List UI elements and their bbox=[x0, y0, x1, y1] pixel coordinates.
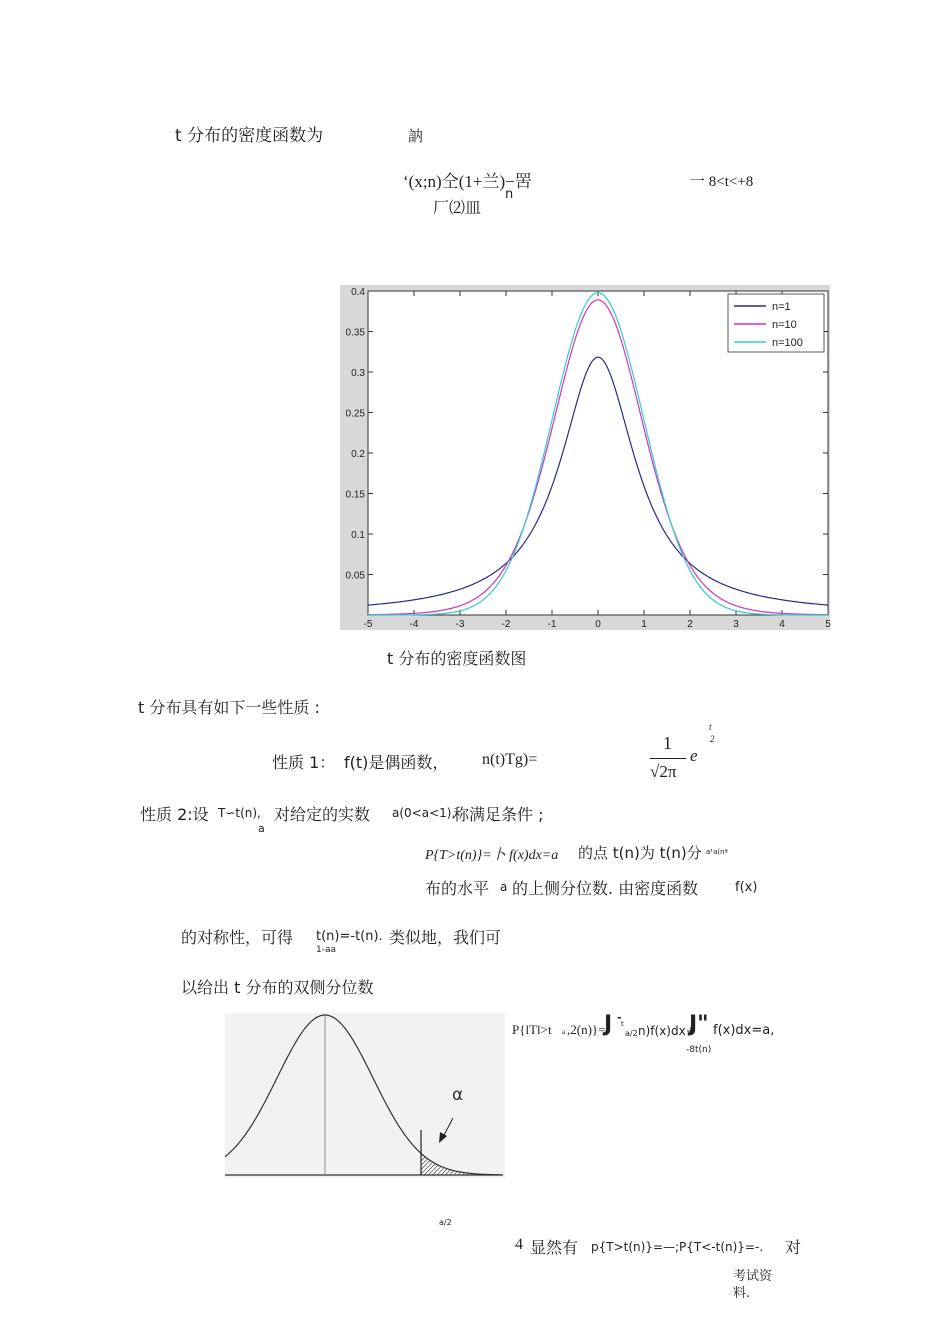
upper-quantile-line3-d: f(x) bbox=[735, 880, 758, 895]
legend-label: n=1 bbox=[772, 301, 791, 313]
density-formula-line1: ‘(x;n)仝(1+兰)−罟 bbox=[403, 172, 532, 191]
property1-exp-den: 2 bbox=[710, 734, 715, 744]
y-tick-label: 0.2 bbox=[351, 449, 365, 460]
legend-label: n=10 bbox=[772, 319, 797, 331]
y-tick-label: 0.3 bbox=[351, 368, 365, 379]
y-tick-label: 0.15 bbox=[345, 489, 365, 501]
property1-formula: n(t)Tg)= bbox=[482, 751, 538, 768]
y-tick-label: 0.1 bbox=[351, 530, 365, 541]
footer-line2: 料. bbox=[733, 1286, 751, 1301]
density-formula-range: 一 8<t<+8 bbox=[690, 174, 754, 190]
integral-sign-1-mark: - bbox=[617, 1011, 622, 1024]
property2-symbol: T∽t(n), bbox=[218, 806, 261, 820]
integral-sign-2: J" bbox=[689, 1012, 709, 1037]
x-tick-label: 5 bbox=[825, 619, 831, 630]
two-sided-formula-b: ,2(n)}= bbox=[567, 1022, 606, 1037]
integral-sign-1: J bbox=[604, 1012, 613, 1037]
two-sided-formula-d: n)f(x)dx+ bbox=[638, 1024, 696, 1038]
property2-sub: a bbox=[258, 822, 265, 835]
obvious-text: 显然有 bbox=[530, 1238, 579, 1257]
x-tick-label: -2 bbox=[501, 619, 511, 630]
two-sided-formula-e: f(x)dx=a, bbox=[713, 1023, 775, 1038]
garbled-glyph: 訥 bbox=[408, 129, 424, 145]
obvious-formula: p{T>t(n)}=—;P{T<-t(n)}=-. bbox=[591, 1240, 764, 1254]
section-heading: t 分布的密度函数为 bbox=[175, 126, 324, 146]
legend-label: n=100 bbox=[772, 337, 803, 349]
symmetry-sub: 1-aa bbox=[316, 945, 337, 955]
upper-quantile-formula: P{T>t(n)}=卜 f(x)dx=a bbox=[425, 848, 559, 863]
symmetry-line-b: 类似地，我们可 bbox=[389, 928, 502, 947]
property2-label: 性质 2:设 bbox=[140, 805, 209, 824]
x-tick-label: -3 bbox=[455, 619, 465, 630]
two-sided-formula-sub1: a bbox=[562, 1028, 566, 1036]
properties-intro: t 分布具有如下一些性质 : bbox=[138, 698, 320, 717]
symmetry-formula: t(n)=-t(n). bbox=[316, 929, 383, 944]
x-tick-label: 1 bbox=[641, 619, 647, 630]
alpha-label: α bbox=[452, 1085, 464, 1105]
y-tick-label: 0.4 bbox=[351, 287, 365, 298]
x-tick-label: 4 bbox=[779, 619, 785, 630]
two-sided-intro: 以给出 t 分布的双侧分位数 bbox=[181, 978, 374, 997]
property2-text: 对给定的实数 bbox=[274, 805, 371, 824]
density-formula-line2: 厂⑵皿 bbox=[433, 200, 482, 217]
footer-line1: 考试资 bbox=[733, 1269, 773, 1284]
property1-text: f(t)是偶函数， bbox=[344, 753, 449, 772]
obvious-end: 对 bbox=[785, 1238, 802, 1257]
symmetry-line-a: 的对称性，可得 bbox=[181, 928, 294, 947]
y-tick-label: 0.25 bbox=[345, 408, 365, 420]
property1-exp-base: e bbox=[690, 746, 698, 765]
property1-fraction-bar bbox=[650, 758, 686, 759]
x-tick-label: -5 bbox=[363, 619, 373, 630]
two-sided-formula-lower: -8t(n) bbox=[686, 1045, 712, 1055]
x-tick-label: -1 bbox=[547, 619, 557, 630]
two-sided-formula-c: a/2 bbox=[625, 1029, 638, 1038]
two-sided-formula-a: P{lTl>t bbox=[512, 1022, 552, 1037]
property1-exp-num: t bbox=[709, 722, 712, 732]
x-tick-label: 0 bbox=[595, 619, 601, 630]
obvious-number: 4 bbox=[515, 1236, 523, 1253]
x-tick-label: 3 bbox=[733, 619, 739, 630]
upper-quantile-line3-c: 的上侧分位数. 由密度函数 bbox=[512, 879, 699, 898]
property1-fraction-numerator: 1 bbox=[663, 733, 672, 753]
t-density-chart bbox=[340, 285, 830, 630]
property2-range: a(0<a<1), bbox=[392, 806, 456, 820]
property1-fraction-denominator: √2π bbox=[650, 762, 677, 781]
y-tick-label: 0.35 bbox=[345, 327, 365, 339]
upper-quantile-text: 的点 t(n)为 t(n)分 bbox=[578, 844, 702, 862]
y-tick-label: 0.05 bbox=[345, 570, 365, 582]
upper-quantile-line3-a: 布的水平 bbox=[425, 879, 490, 898]
property1-label: 性质 1： bbox=[272, 753, 336, 772]
x-tick-label: -4 bbox=[409, 619, 419, 630]
upper-quantile-sup: a¹a(nª bbox=[706, 848, 728, 856]
half-alpha-label: a/2 bbox=[439, 1218, 452, 1227]
density-formula-sup: n bbox=[505, 187, 514, 202]
property2-text2: 称满足条件 ; bbox=[453, 805, 544, 824]
two-sided-formula-sub2: t bbox=[621, 1020, 624, 1028]
chart-caption: t 分布的密度函数图 bbox=[387, 649, 527, 668]
chart-legend bbox=[728, 294, 824, 352]
x-tick-label: 2 bbox=[687, 619, 693, 630]
upper-quantile-line3-b: a bbox=[500, 880, 508, 894]
